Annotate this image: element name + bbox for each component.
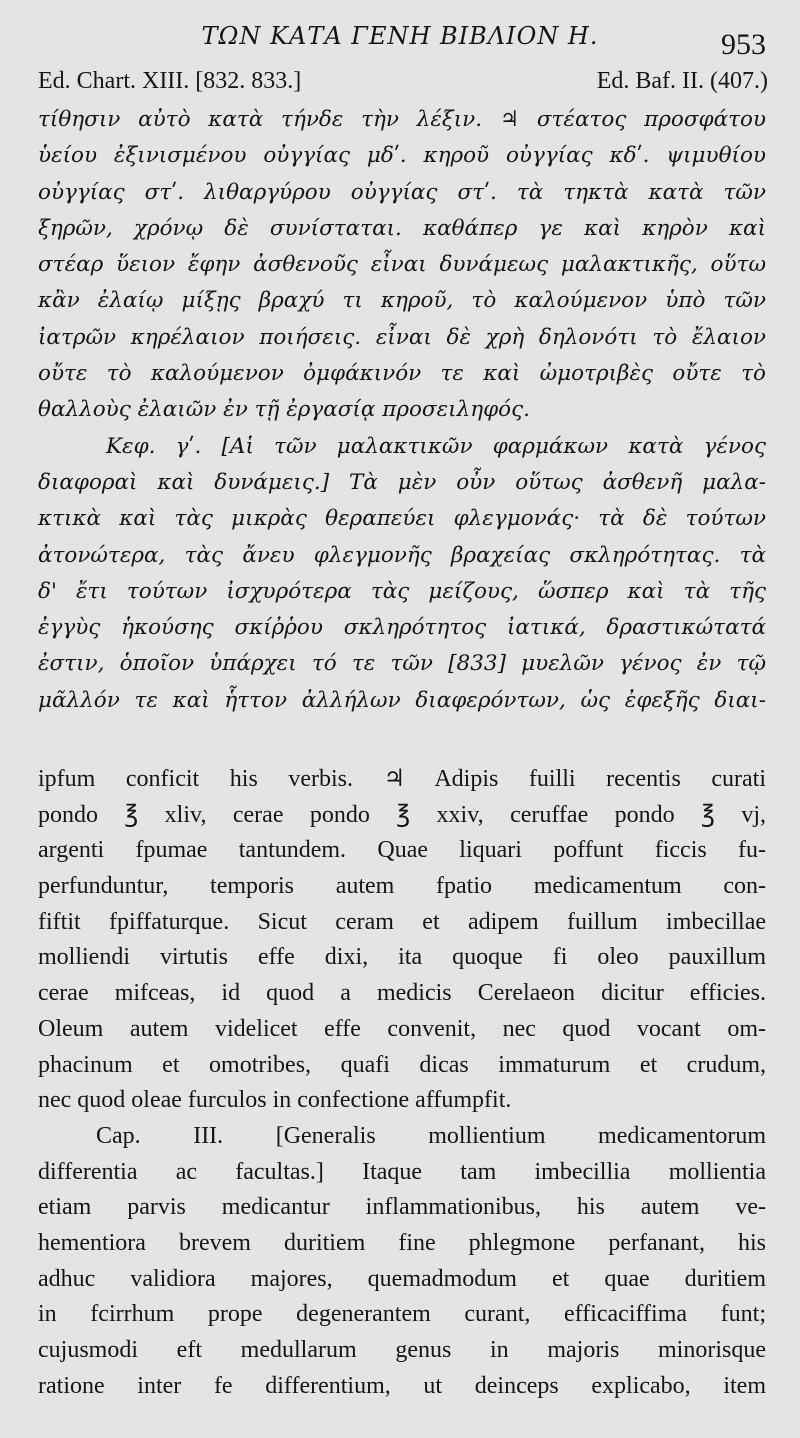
greek-line: ὑείου ἐξινισμένου οὐγγίας μδʹ. κηροῦ οὐγγίας κδʹ. ψιμυθίου <box>38 143 766 169</box>
greek-line: κἂν ἐλαίῳ μίξῃς βραχύ τι κηροῦ, τὸ καλούμενον ὑπὸ τῶν <box>38 288 766 314</box>
greek-text-block <box>38 102 766 719</box>
latin-line: etiam parvis medicantur inflammationibus, his autem ve- <box>38 1194 766 1221</box>
latin-line: differentia ac facultas.] Itaque tam imbecillia mollientia <box>38 1158 766 1185</box>
latin-line: fiftit fpiffaturque. Sicut ceram et adipem fuillum imbecillae <box>38 908 766 935</box>
latin-line: Oleum autem videlicet effe convenit, nec quod vocant om- <box>38 1015 766 1042</box>
greek-line: στέαρ ὕειον ἔφην ἀσθενοῦς εἶναι δυνάμεως μαλακτικῆς, οὕτω <box>38 252 766 278</box>
latin-line: phacinum et omotribes, quafi dicas immaturum et crudum, <box>38 1051 766 1078</box>
greek-line: ἐγγὺς ἡκούσης σκίῤῥου σκληρότητος ἰατικά, δραστικώτατά <box>38 615 766 641</box>
latin-line: adhuc validiora majores, quemadmodum et quae duritiem <box>38 1265 766 1292</box>
latin-line: perfunduntur, temporis autem fpatio medicamentum con- <box>38 873 766 900</box>
page-number: 953 <box>721 28 766 61</box>
latin-line: cujusmodi eft medullarum genus in majoris minorisque <box>38 1337 766 1363</box>
edition-basel-reference: Ed. Baf. II. (407.) <box>596 68 768 94</box>
edition-chart-reference: Ed. Chart. XIII. [832. 833.] <box>38 68 302 94</box>
greek-line: τίθησιν αὐτὸ κατὰ τήνδε τὴν λέξιν. ♃ στέατος προσφάτου <box>38 107 766 132</box>
latin-line: in fcirrhum prope degenerantem curant, efficaciffima funt; <box>38 1301 766 1328</box>
greek-line: οὔτε τὸ καλούμενον ὀμφάκινόν τε καὶ ὠμοτριβὲς οὔτε τὸ <box>38 361 766 387</box>
latin-line: hementiora brevem duritiem fine phlegmone perfanant, his <box>38 1229 766 1256</box>
running-title: ΤΩΝ ΚΑΤΑ ΓΕΝΗ ΒΙΒΛΙΟΝ Η. <box>201 22 599 50</box>
greek-chapter-heading-line: Κεφ. γʹ. [Αἱ τῶν μαλακτικῶν φαρμάκων κατὰ γένος <box>106 433 766 459</box>
latin-line: pondo ℥ xliv, cerae pondo ℥ xxiv, ceruffae pondo ℥ vj, <box>38 801 766 828</box>
latin-chapter-heading-line: Cap. III. [Generalis mollientium medicamentorum <box>96 1122 766 1149</box>
greek-line: ξηρῶν, χρόνῳ δὲ συνίσταται. καθάπερ γε καὶ κηρὸν καὶ <box>38 215 766 241</box>
greek-line: δ' ἔτι τούτων ἰσχυρότερα τὰς μείζους, ὥσπερ καὶ τὰ τῆς <box>38 578 766 604</box>
greek-line: μᾶλλόν τε καὶ ἧττον ἀλλήλων διαφερόντων, ὡς ἐφεξῆς διαι- <box>38 687 766 713</box>
greek-line: ἰατρῶν κηρέλαιον ποιήσεις. εἶναι δὲ χρὴ δηλονότι τὸ ἔλαιον <box>38 324 766 350</box>
greek-line: ἀτονώτερα, τὰς ἄνευ φλεγμονῆς βραχείας σκληρότητας. τὰ <box>38 542 766 568</box>
latin-line: ratione inter fe differentium, ut deinceps explicabo, item <box>38 1372 766 1399</box>
greek-line: οὐγγίας στʹ. λιθαργύρου οὐγγίας στʹ. τὰ τηκτὰ κατὰ τῶν <box>38 179 766 205</box>
latin-text-block <box>38 762 766 1404</box>
greek-line: διαφοραὶ καὶ δυνάμεις.] Τὰ μὲν οὖν οὕτως ἀσθενῆ μαλα- <box>38 469 766 495</box>
greek-line: κτικὰ καὶ τὰς μικρὰς θεραπεύει φλεγμονάς· τὰ δὲ τούτων <box>38 506 766 532</box>
latin-line: molliendi virtutis effe dixi, ita quoque fi oleo pauxillum <box>38 944 766 971</box>
latin-line: nec quod oleae furculos in confectione affumpfit. <box>38 1087 512 1114</box>
latin-line: cerae mifceas, id quod a medicis Cerelaeon dicitur efficies. <box>38 980 766 1007</box>
latin-line: argenti fpumae tantundem. Quae liquari poffunt ficcis fu- <box>38 837 766 864</box>
latin-line: ipfum conficit his verbis. ♃ Adipis fuilli recentis curati <box>38 766 766 792</box>
greek-line: ἐστιν, ὁποῖον ὑπάρχει τό τε τῶν [833] μυελῶν γένος ἐν τῷ <box>38 651 766 677</box>
greek-line: θαλλοὺς ἐλαιῶν ἐν τῇ ἐργασίᾳ προσειληφός. <box>38 397 530 423</box>
